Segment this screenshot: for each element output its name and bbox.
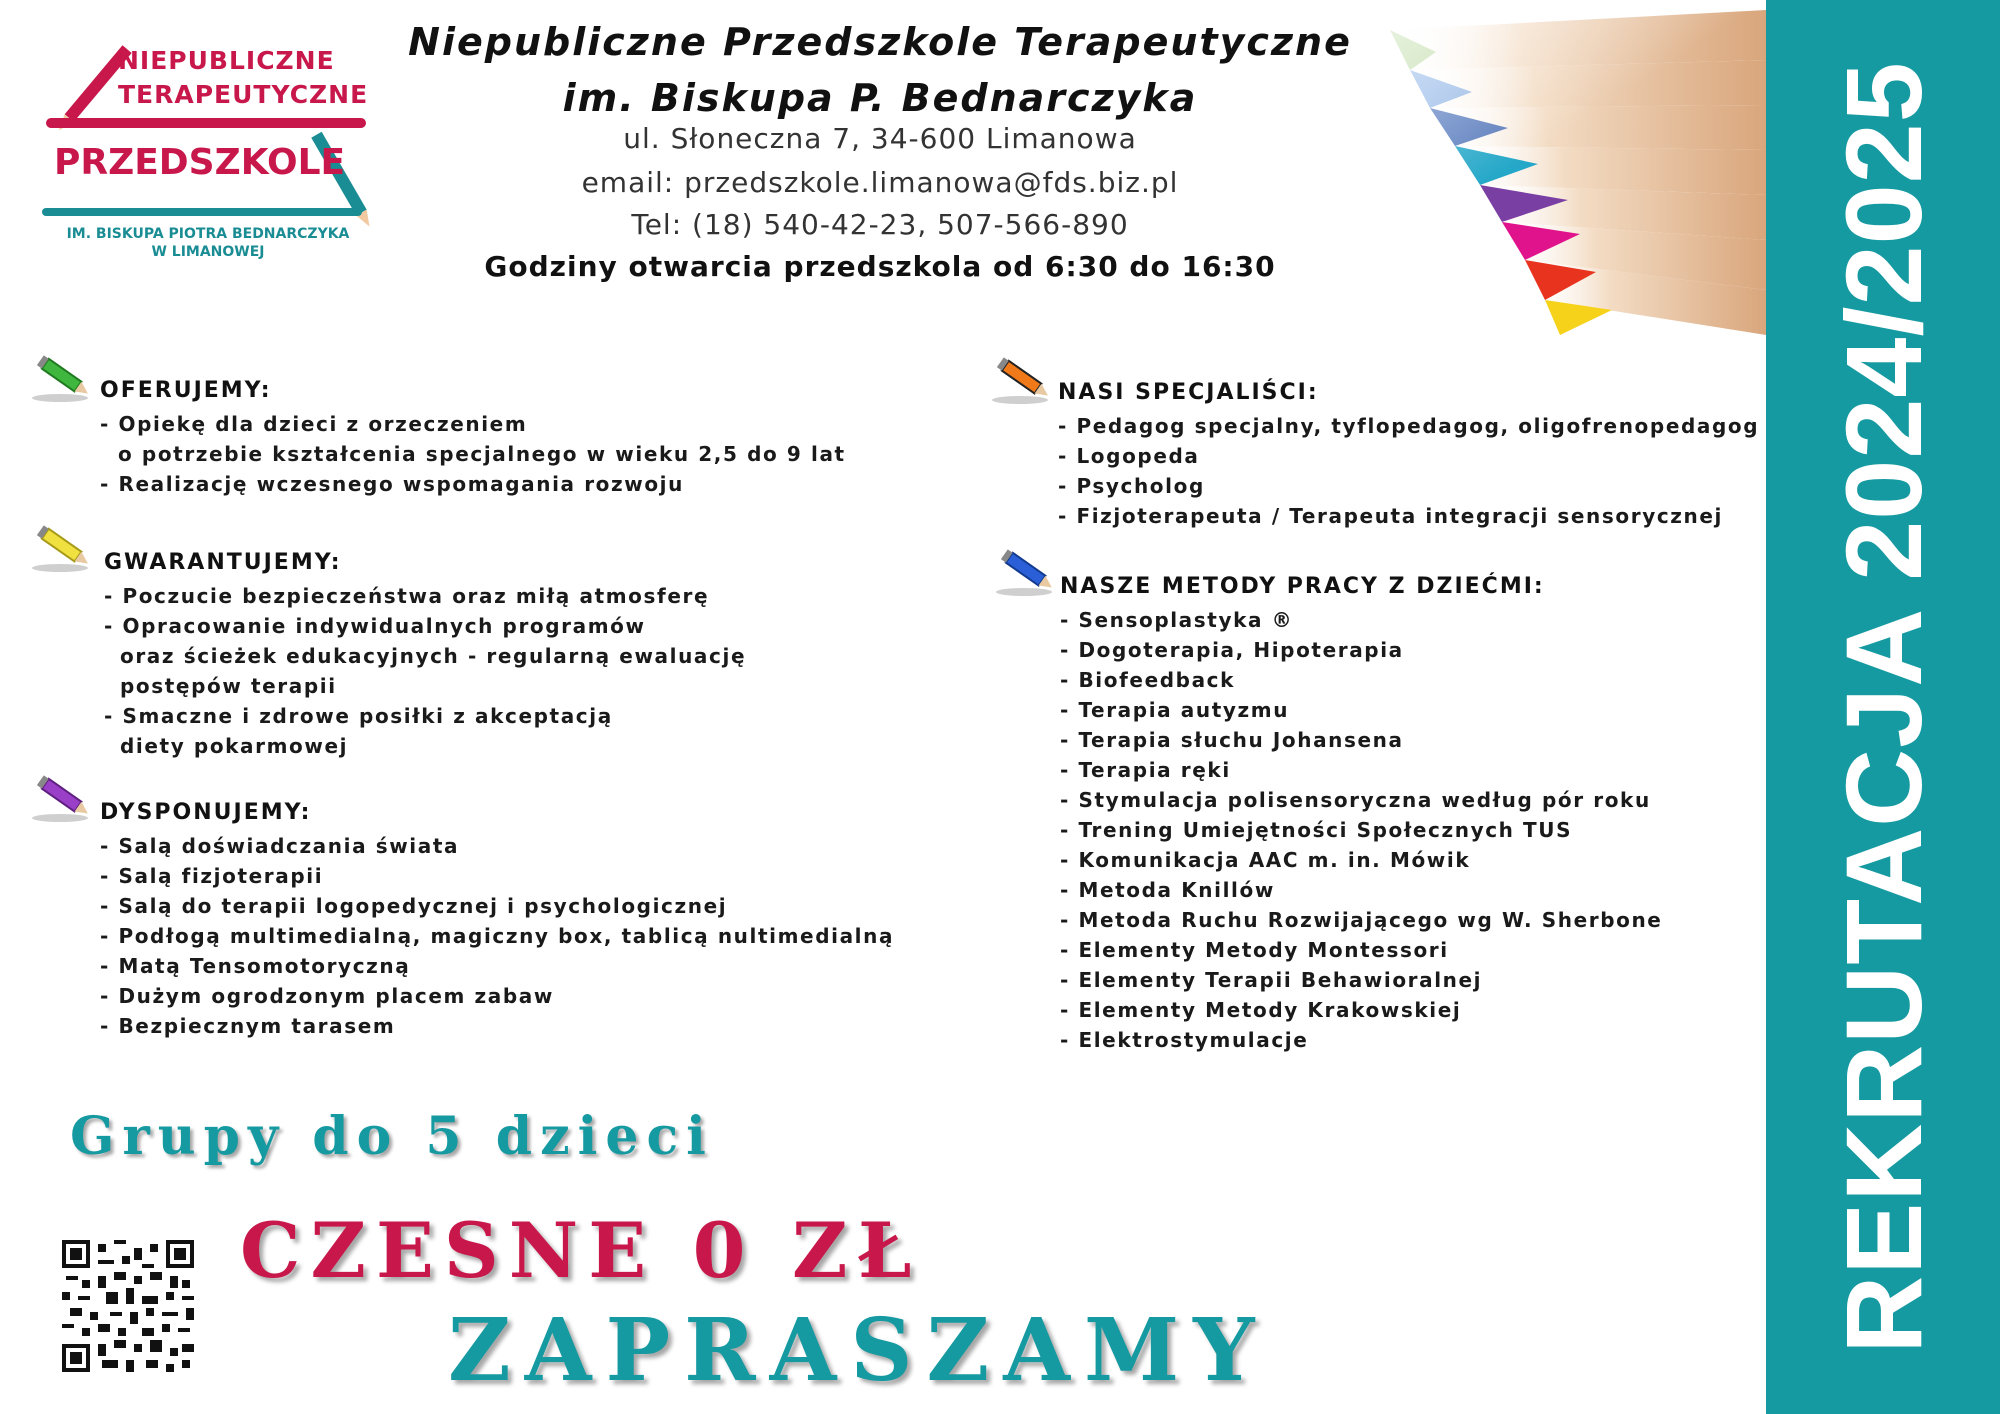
list-item: - Metoda Ruchu Rozwijającego wg W. Sherbone xyxy=(1060,908,1663,932)
header-hours: Godziny otwarcia przedszkola od 6:30 do 16:30 xyxy=(484,250,1276,283)
section-title: DYSPONUJEMY: xyxy=(100,800,312,825)
recruitment-band-label-wrap xyxy=(1766,0,2000,1414)
list-item: - Dużym ogrodzonym placem zabaw xyxy=(100,984,554,1008)
section-specjalisci xyxy=(1058,380,1759,531)
list-item: - Matą Tensomotoryczną xyxy=(100,954,411,978)
list-item: - Logopeda xyxy=(1058,444,1200,468)
purple-pencil-icon xyxy=(30,774,96,824)
groups-slogan: Grupy do 5 dzieci xyxy=(70,1106,714,1167)
section-title: OFERUJEMY: xyxy=(100,378,272,403)
list-item: - Bezpiecznym tarasem xyxy=(100,1014,396,1038)
section-list xyxy=(1058,411,1759,531)
section-title: NASZE METODY PRACY Z DZIEĆMI: xyxy=(1060,574,1545,599)
list-item: - Biofeedback xyxy=(1060,668,1236,692)
list-item: - Elementy Terapii Behawioralnej xyxy=(1060,968,1483,992)
section-list xyxy=(104,581,746,761)
section-list xyxy=(1060,605,1662,1055)
yellow-pencil-icon xyxy=(30,524,96,574)
section-dysponujemy xyxy=(100,800,894,1041)
section-gwarantujemy xyxy=(104,550,746,761)
fee-slogan: CZESNE 0 ZŁ xyxy=(240,1206,922,1295)
list-item: - Sensoplastyka ® xyxy=(1060,608,1294,632)
orange-pencil-icon xyxy=(990,356,1056,406)
list-item: - Elektrostymulacje xyxy=(1060,1028,1309,1052)
list-item: - Salą fizjoterapii xyxy=(100,864,324,888)
list-item: - Terapia słuchu Johansena xyxy=(1060,728,1404,752)
section-list xyxy=(100,831,894,1041)
list-item: postępów terapii xyxy=(120,674,337,698)
qr-code[interactable] xyxy=(62,1240,194,1372)
list-item: - Podłogą multimedialną, magiczny box, tablicą nultimedialną xyxy=(100,924,895,948)
header-title-1: Niepubliczne Przedszkole Terapeutyczne xyxy=(408,20,1352,64)
green-pencil-icon xyxy=(30,354,96,404)
list-item: - Metoda Knillów xyxy=(1060,878,1275,902)
section-title: NASI SPECJALIŚCI: xyxy=(1058,380,1319,405)
section-list xyxy=(100,409,846,499)
list-item: diety pokarmowej xyxy=(120,734,349,758)
logo-line1: NIEPUBLICZNE xyxy=(118,46,335,75)
list-item: - Fizjoterapeuta / Terapeuta integracji sensorycznej xyxy=(1058,504,1723,528)
list-item: - Poczucie bezpieczeństwa oraz miłą atmosferę xyxy=(104,584,710,608)
logo-line2: TERAPEUTYCZNE xyxy=(118,80,369,109)
preschool-logo xyxy=(38,30,378,270)
list-item: - Pedagog specjalny, tyflopedagog, oligofrenopedagog xyxy=(1058,414,1760,438)
section-metody xyxy=(1060,574,1662,1055)
list-item: o potrzebie kształcenia specjalnego w wieku 2,5 do 9 lat xyxy=(118,442,846,466)
header-address: ul. Słoneczna 7, 34-600 Limanowa xyxy=(623,122,1137,155)
list-item: - Stymulacja polisensoryczna według pór roku xyxy=(1060,788,1651,812)
list-item: - Elementy Metody Montessori xyxy=(1060,938,1449,962)
list-item: - Terapia ręki xyxy=(1060,758,1231,782)
section-oferujemy xyxy=(100,378,846,499)
list-item: - Dogoterapia, Hipoterapia xyxy=(1060,638,1404,662)
list-item: - Komunikacja AAC m. in. Mówik xyxy=(1060,848,1471,872)
invite-slogan: ZAPRASZAMY xyxy=(448,1300,1269,1401)
header-phone: Tel: (18) 540-42-23, 507-566-890 xyxy=(631,208,1129,241)
list-item: - Trening Umiejętności Społecznych TUS xyxy=(1060,818,1573,842)
list-item: - Salą do terapii logopedycznej i psychologicznej xyxy=(100,894,728,918)
logo-line3: PRZEDSZKOLE xyxy=(54,142,346,183)
section-title: GWARANTUJEMY: xyxy=(104,550,342,575)
logo-line4: IM. BISKUPA PIOTRA BEDNARCZYKA xyxy=(66,226,350,242)
list-item: - Opiekę dla dzieci z orzeczeniem xyxy=(100,412,528,436)
list-item: - Terapia autyzmu xyxy=(1060,698,1290,722)
blue-pencil-icon xyxy=(994,548,1060,598)
recruitment-band-label: REKRUTACJA 2024/2025 xyxy=(1822,60,1944,1354)
list-item: - Elementy Metody Krakowskiej xyxy=(1060,998,1462,1022)
header-email: email: przedszkole.limanowa@fds.biz.pl xyxy=(581,166,1179,199)
list-item: oraz ścieżek edukacyjnych - regularną ewaluację xyxy=(120,644,747,668)
list-item: - Smaczne i zdrowe posiłki z akceptacją xyxy=(104,704,613,728)
list-item: - Salą doświadczania świata xyxy=(100,834,460,858)
list-item: - Psycholog xyxy=(1058,474,1205,498)
list-item: - Opracowanie indywidualnych programów xyxy=(104,614,646,638)
logo-line5: W LIMANOWEJ xyxy=(151,244,265,260)
header-title-2: im. Biskupa P. Bednarczyka xyxy=(562,76,1198,120)
list-item: - Realizację wczesnego wspomagania rozwoju xyxy=(100,472,684,496)
